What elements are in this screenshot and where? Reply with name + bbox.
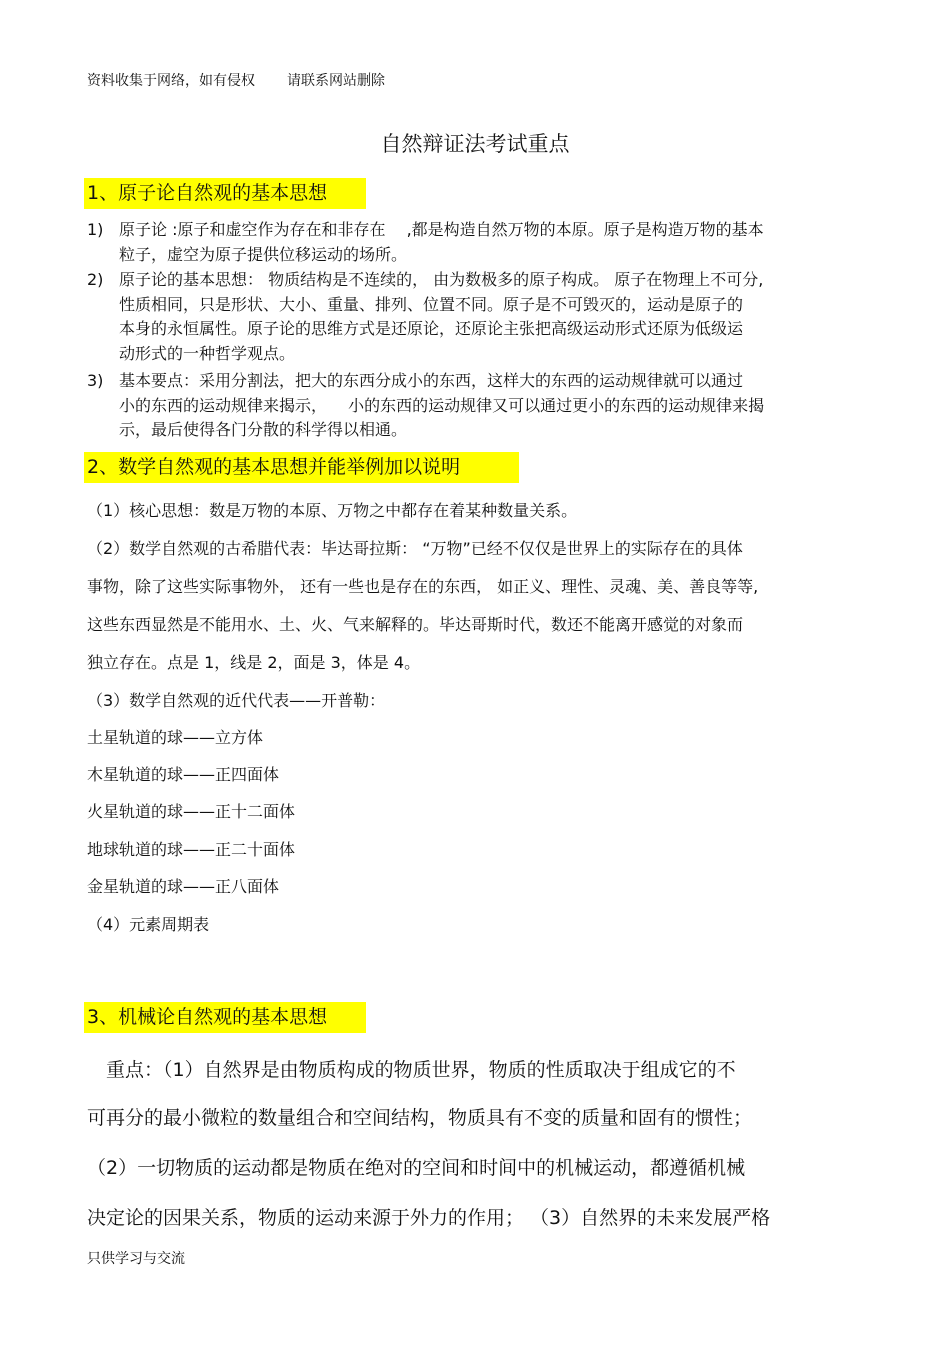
section3-line: 重点：（1）自然界是由物质构成的物质世界，物质的性质取决于组成它的不: [87, 1059, 736, 1081]
section2-line: 独立存在。点是 1，线是 2，面是 3，体是 4。: [87, 653, 421, 672]
section2-line: （1）核心思想：数是万物的本原、万物之中都存在着某种数量关系。: [87, 501, 578, 520]
item-line: 性质相同，只是形状、大小、重量、排列、位置不同。原子是不可毁灭的，运动是原子的: [119, 294, 744, 314]
page-header: [87, 70, 385, 90]
section3-line: 决定论的因果关系，物质的运动来源于外力的作用； （3）自然界的未来发展严格: [87, 1207, 771, 1229]
section2-line: （3）数学自然观的近代代表——开普勒：: [87, 691, 386, 710]
item-line: 动形式的一种哲学观点。: [119, 343, 296, 363]
section3-line: （2）一切物质的运动都是物质在绝对的空间和时间中的机械运动，都遵循机械: [87, 1157, 746, 1179]
section2-line: 土星轨道的球——立方体: [87, 728, 264, 747]
header-right-text: 请联系网站删除: [287, 73, 385, 89]
page-footer: 只供学习与交流: [87, 1251, 185, 1267]
item-number: 3): [87, 371, 104, 390]
item-line: 原子论的基本思想： 物质结构是不连续的， 由为数极多的原子构成。 原子在物理上不可分,: [119, 270, 764, 289]
section2-line: （2）数学自然观的古希腊代表：毕达哥拉斯： “万物”已经不仅仅是世界上的实际存在的具体: [87, 539, 743, 558]
section2-line: 木星轨道的球——正四面体: [87, 765, 280, 784]
section2-heading: 2、数学自然观的基本思想并能举例加以说明: [84, 452, 519, 483]
document-title: 自然辩证法考试重点: [380, 132, 570, 156]
section2-line: （4）元素周期表: [87, 915, 210, 934]
section3-heading: 3、机械论自然观的基本思想: [84, 1002, 366, 1033]
section2-line: 地球轨道的球——正二十面体: [87, 840, 296, 859]
section2-line: 金星轨道的球——正八面体: [87, 877, 280, 896]
section2-line: 火星轨道的球——正十二面体: [87, 802, 296, 821]
section2-line: 这些东西显然是不能用水、土、火、气来解释的。毕达哥斯时代，数还不能离开感觉的对象而: [87, 615, 744, 634]
item-number: 1): [87, 220, 104, 239]
item-line: 原子论 :原子和虚空作为存在和非存在 ,都是构造自然万物的本原。原子是构造万物的基本: [119, 220, 764, 239]
section1-heading: 1、原子论自然观的基本思想: [84, 178, 366, 209]
item-line: 小的东西的运动规律来揭示， 小的东西的运动规律又可以通过更小的东西的运动规律来揭: [119, 395, 765, 415]
item-number: 2): [87, 270, 104, 289]
item-line: 本身的永恒属性。原子论的思维方式是还原论，还原论主张把高级运动形式还原为低级运: [119, 319, 744, 338]
item-line: 示，最后使得各门分散的科学得以相通。: [119, 420, 408, 439]
header-left-text: 资料收集于网络，如有侵权: [87, 73, 255, 89]
item-line: 粒子，虚空为原子提供位移运动的场所。: [119, 244, 408, 264]
item-line: 基本要点：采用分割法，把大的东西分成小的东西，这样大的东西的运动规律就可以通过: [119, 371, 744, 390]
section3-line: 可再分的最小微粒的数量组合和空间结构，物质具有不变的质量和固有的惯性；: [87, 1107, 753, 1129]
section2-line: 事物，除了这些实际事物外， 还有一些也是存在的东西， 如正义、理性、灵魂、美、善良等等,: [87, 577, 759, 596]
